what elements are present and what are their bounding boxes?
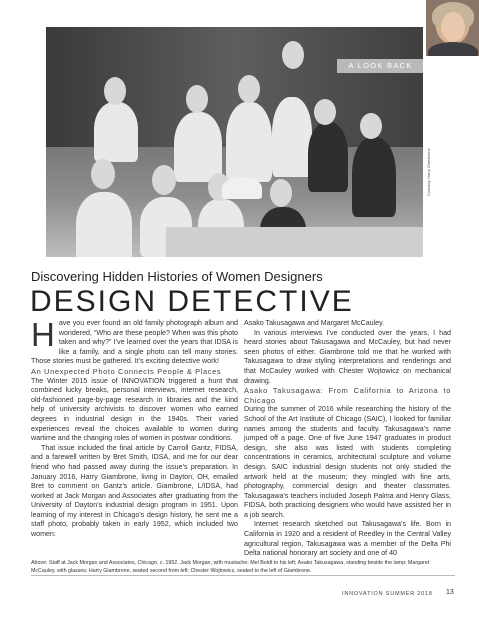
- photo-person: [94, 102, 138, 162]
- photo-person-head: [282, 41, 304, 69]
- photo-person: [174, 112, 222, 182]
- headshot-shoulders: [428, 42, 478, 56]
- body-paragraph: That issue included the final article by Carroll Gantz, FIDSA, and a farewell written by Bret Smith, IDSA, and me for our dear friend who had passed away during the issue’s preparation. In January 2016, Harry Giambrone, living in Dayton, OH, emailed Bret to comment on Gantz’s article. Giambrone, L/IDSA, had worked at Jack Morgan and Associates after graduating from the University of Dayton’s industrial design program in 1951. Upon learning of my interest in Chicago’s design history, he sent me a staff photo, probably taken in early 1952, which included two women:: [31, 443, 238, 539]
- photo-person-head: [314, 99, 336, 125]
- photo-person-head: [360, 113, 382, 139]
- intro-paragraph: [31, 316, 238, 367]
- photo-credit: Courtesy Harry Giambrone: [426, 148, 431, 196]
- body-paragraph: Asako Takusagawa and Margaret McCauley.: [244, 319, 385, 327]
- issue-footer: INNOVATION SUMMER 2018: [342, 591, 433, 597]
- left-column: [31, 316, 238, 540]
- photo-caption: Above: Staff at Jack Morgan and Associates, Chicago, c. 1952. Jack Morgan, with mustache; Mel Boldt to his left; Asako Takusagawa, standing beside the lamp; Margaret McCauley, with glasses; Harry Giambrone, seated second from left; Chester Wojtowicz, seated to the left of Giambrone.: [31, 560, 430, 574]
- photo-person: [352, 137, 396, 217]
- photo-lamp: [222, 177, 262, 199]
- drop-cap: H: [31, 316, 55, 353]
- body-paragraph: Internet research sketched out Takusagawa’s life. Born in California in 1920 and a resident of Reedley in the Central Valley agricultural region, Takusagawa was a member of the Delta Phi Delta national honorary art society and one of 40: [244, 520, 451, 558]
- intro-text: ave you ever found an old family photograph album and wondered, “Who are these people? When was this photo taken and why?” I’ve learned over the years that IDSA is like a family, and a single photo can tell many stories. Those stories must be gathered. It’s exciting detective work!: [31, 319, 238, 366]
- photo-person: [308, 122, 348, 192]
- photo-person-head: [91, 159, 115, 189]
- body-paragraph: The Winter 2015 issue of INNOVATION triggered a hunt that combined lucky breaks, personal interviews, internet research, old-fashioned page-by-page research in libraries and the kind help of university archivists to discover women who earned degrees in industrial design in the 1940s. Their varied experiences reveal the choices available to women during wartime and the changing roles of women in postwar conditions.: [31, 376, 238, 443]
- photo-person-head: [104, 77, 126, 105]
- photo-person: [226, 102, 272, 182]
- article-title: DESIGN DETECTIVE: [30, 285, 354, 318]
- staff-photo: [46, 27, 423, 257]
- photo-person: [76, 192, 132, 257]
- section-heading: Asako Takusagawa: From California to Arizona to Chicago: [244, 386, 451, 405]
- photo-person-head: [238, 75, 260, 103]
- right-column: [244, 319, 451, 559]
- photo-person: [272, 97, 312, 177]
- author-headshot: [426, 0, 479, 56]
- photo-person-head: [186, 85, 208, 113]
- photo-person-head: [152, 165, 176, 195]
- section-heading: An Unexpected Photo Connects People & Places: [31, 366, 222, 376]
- article-subtitle: Discovering Hidden Histories of Women Designers: [31, 269, 323, 284]
- page-number: 13: [446, 589, 454, 596]
- photo-table: [166, 227, 423, 257]
- body-paragraph: In various interviews I’ve conducted over the years, I had heard stories about Takusagawa and McCauley, but had never seen photos of either. Giambrone told me that he worked with Takusagawa to draw styling interpretations and renderings and that McCauley worked with Chester Wojtowicz on mechanical drawing.: [244, 328, 451, 385]
- photo-person-head: [270, 179, 292, 207]
- footer-divider: [31, 575, 455, 576]
- headshot-face: [441, 12, 465, 42]
- body-paragraph: During the summer of 2016 while researching the history of the School of the Art Institute of Chicago (SAIC), I looked for familiar names among the students and faculty. Takusagawa’s name jumped off a page. One of five June 1947 graduates in product design, she also was listed with students completing concentrations in ceramics, architectural sculpture and volume design. SAIC industrial design students not only studied the artwork held at the museum; they mingled with fine arts, photography, commercial design and theater classmates. Takusagawa’s teachers included Joseph Palma and Henry Glass, FIDSA, both practicing designers who would have assisted her in a job search.: [244, 405, 451, 519]
- a-look-back-banner: A LOOK BACK: [337, 59, 423, 73]
